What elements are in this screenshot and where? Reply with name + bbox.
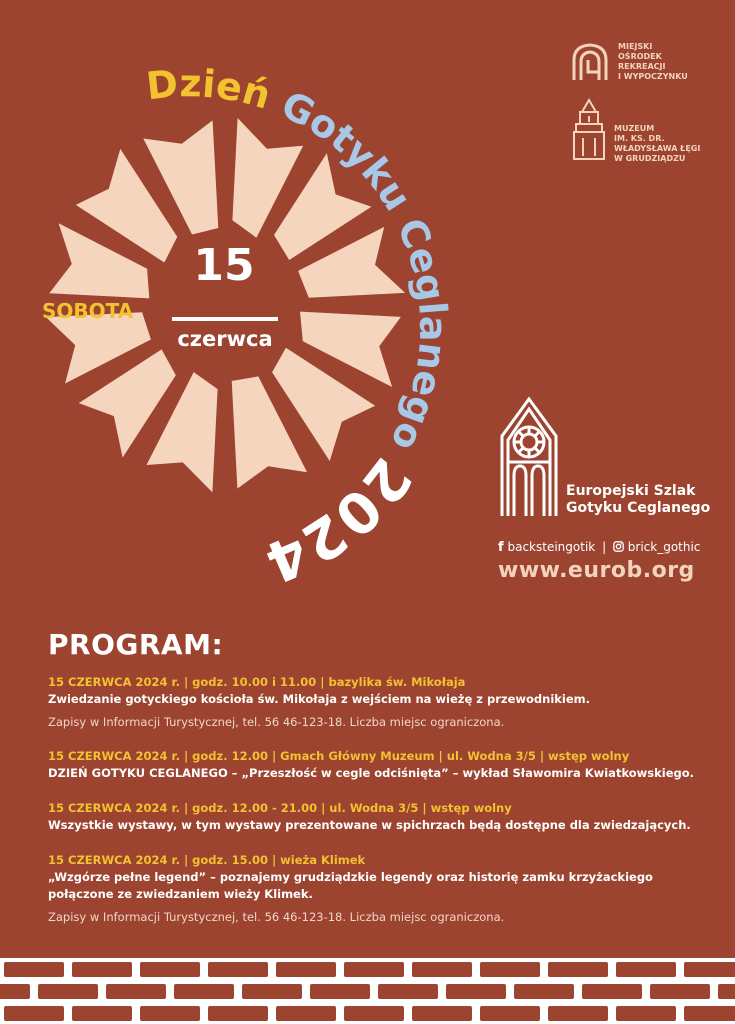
footer-brick	[480, 1006, 540, 1021]
date-month: czerwca	[177, 327, 273, 351]
route-name-line-1: Europejski Szlak	[566, 483, 696, 499]
program-event-3	[48, 800, 698, 834]
mosrir-line-3: REKREACJI	[618, 62, 666, 71]
event-note: Zapisy w Informacji Turystycznej, tel. 56 46-123-18. Liczba miejsc ograniczona.	[48, 715, 505, 729]
mosrir-line-1: MIEJSKI	[618, 42, 653, 51]
footer-brick	[412, 962, 472, 977]
mosrir-emblem-icon	[570, 42, 610, 82]
footer-brick	[276, 1006, 336, 1021]
title-word-gotyku: Gotyku	[274, 82, 421, 219]
event-meta: 15 CZERWCA 2024 r. | godz. 10.00 i 11.00 | bazylika św. Mikołaja	[48, 675, 466, 689]
footer-brick	[718, 984, 735, 999]
footer-brick	[174, 984, 234, 999]
footer-brick	[514, 984, 574, 999]
event-meta: 15 CZERWCA 2024 r. | godz. 12.00 - 21.00 | ul. Wodna 3/5 | wstęp wolny	[48, 801, 512, 815]
date-divider	[172, 317, 278, 321]
footer-brick	[616, 962, 676, 977]
museum-line-2: IM. KS. DR.	[614, 134, 665, 143]
museum-logo	[570, 98, 720, 162]
footer-brick	[0, 984, 30, 999]
event-description: Zwiedzanie gotyckiego kościoła św. Mikołaja z wejściem na wieżę z przewodnikiem.	[48, 692, 591, 706]
footer-brick	[684, 962, 735, 977]
footer-brick	[140, 962, 200, 977]
footer-brick	[4, 962, 64, 977]
event-description-line-2: połączone ze zwiedzaniem wieży Klimek.	[48, 887, 313, 901]
program-heading: PROGRAM:	[48, 628, 224, 661]
program-event-2	[48, 748, 698, 782]
facebook-handle[interactable]: backsteingotik	[507, 540, 596, 554]
event-description: Wszystkie wystawy, w tym wystawy prezentowane w spichrzach będą dostępne dla zwiedzających.	[48, 818, 691, 832]
footer-brick	[480, 962, 540, 977]
event-meta: 15 CZERWCA 2024 r. | godz. 12.00 | Gmach Główny Muzeum | ul. Wodna 3/5 | wstęp wolny	[48, 749, 630, 763]
instagram-icon	[613, 541, 624, 552]
footer-brick	[72, 962, 132, 977]
route-name-line-2: Gotyku Ceglanego	[566, 500, 711, 516]
footer-brick	[582, 984, 642, 999]
footer-brick	[616, 1006, 676, 1021]
mosrir-line-2: OŚRODEK	[618, 52, 662, 61]
title-word-ceglanego: Ceglanego	[381, 211, 456, 459]
footer-brick	[106, 984, 166, 999]
footer-brick	[310, 984, 370, 999]
footer-brick	[344, 962, 404, 977]
museum-line-4: W GRUDZIĄDZU	[614, 154, 686, 163]
date-day: 15	[193, 240, 255, 291]
museum-line-3: WŁADYSŁAWA ŁĘGI	[614, 144, 701, 153]
footer-brick	[38, 984, 98, 999]
museum-line-1: MUZEUM	[614, 124, 655, 133]
footer-brick	[548, 962, 608, 977]
instagram-handle[interactable]: brick_gothic	[627, 540, 701, 554]
event-description-line-1: „Wzgórze pełne legend” – poznajemy grudziądzkie legendy oraz historię zamku krzyżackiego	[48, 870, 653, 884]
mosrir-line-4: I WYPOCZYNKU	[618, 72, 688, 81]
footer-brick	[378, 984, 438, 999]
footer-brick	[548, 1006, 608, 1021]
footer-brick	[208, 962, 268, 977]
footer-brick	[446, 984, 506, 999]
footer-brick	[650, 984, 710, 999]
program-event-1	[48, 674, 698, 731]
footer-brick	[208, 1006, 268, 1021]
title-year: 2024	[256, 445, 424, 595]
weekday-label: SOBOTA	[42, 299, 134, 323]
event-meta: 15 CZERWCA 2024 r. | godz. 15.00 | wieża Klimek	[48, 853, 366, 867]
facebook-icon: f	[498, 540, 504, 555]
footer-brick	[72, 1006, 132, 1021]
event-description: DZIEŃ GOTYKU CEGLANEGO – „Przeszłość w cegle odciśnięta” – wykład Sławomira Kwiatkowskiego.	[48, 766, 695, 780]
footer-brick	[344, 1006, 404, 1021]
footer-brick	[140, 1006, 200, 1021]
social-separator: |	[602, 540, 607, 554]
gothic-window-icon	[498, 396, 560, 518]
title-word-dzien: Dzień	[144, 61, 276, 118]
footer-brick	[412, 1006, 472, 1021]
social-links	[498, 540, 700, 555]
event-note: Zapisy w Informacji Turystycznej, tel. 56 46-123-18. Liczba miejsc ograniczona.	[48, 910, 505, 924]
footer-brick	[242, 984, 302, 999]
website-link[interactable]: www.eurob.org	[498, 558, 695, 583]
brick-wall-footer	[0, 958, 735, 1024]
footer-brick	[4, 1006, 64, 1021]
program-event-4	[48, 852, 698, 926]
mosrir-logo	[570, 42, 720, 86]
route-name	[566, 483, 710, 517]
footer-brick	[276, 962, 336, 977]
museum-tower-icon	[570, 98, 608, 160]
footer-brick	[684, 1006, 735, 1021]
